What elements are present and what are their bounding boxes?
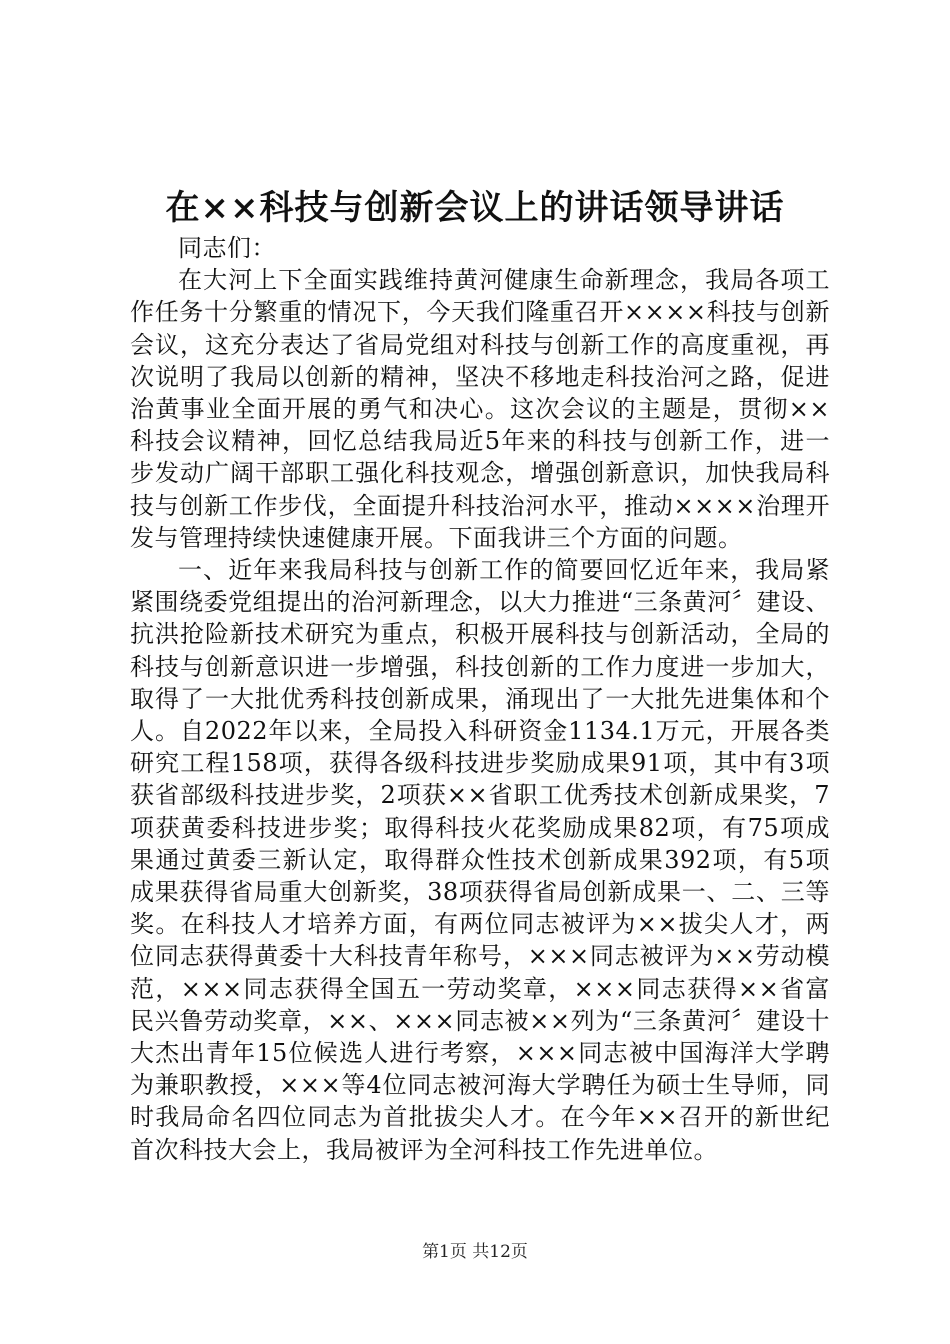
document-title: 在××科技与创新会议上的讲话领导讲话 [165,188,785,228]
document-body [130,232,830,1166]
paragraph-intro: 在大河上下全面实践维持黄河健康生命新理念，我局各项工作任务十分繁重的情况下，今天我们隆重召开××××科技与创新会议，这充分表达了省局党组对科技与创新工作的高度重视，再次说明了我局以创新的精神，坚决不移地走科技治河之路，促进治黄事业全面开展的勇气和决心。这次会议的主题是，贯彻××科技会议精神，回忆总结我局近5年来的科技与创新工作，进一步发动广阔干部职工强化科技观念，增强创新意识，加快我局科技与创新工作步伐，全面提升科技治河水平，推动××××治理开发与管理持续快速健康开展。下面我讲三个方面的问题。 [130,266,830,552]
page-number-footer: 第1页 共12页 [422,1242,528,1262]
paragraph-section-one: 一、近年来我局科技与创新工作的简要回忆近年来，我局紧紧围绕委党组提出的治河新理念，以大力推进“三条黄河〞建设、抗洪抢险新技术研究为重点，积极开展科技与创新活动，全局的科技与创新意识进一步增强，科技创新的工作力度进一步加大，取得了一大批优秀科技创新成果，涌现出了一大批先进集体和个人。自2022年以来，全局投入科研资金1134.1万元，开展各类研究工程158项，获得各级科技进步奖励成果91项，其中有3项获省部级科技进步奖，2项获××省职工优秀技术创新成果奖，7项获黄委科技进步奖；取得科技火花奖励成果82项，有75项成果通过黄委三新认定，取得群众性技术创新成果392项，有5项成果获得省局重大创新奖，38项获得省局创新成果一、二、三等奖。在科技人才培养方面，有两位同志被评为××拔尖人才，两位同志获得黄委十大科技青年称号，×××同志被评为××劳动模范，×××同志获得全国五一劳动奖章，×××同志获得××省富民兴鲁劳动奖章，××、×××同志被××列为“三条黄河〞建设十大杰出青年15位候选人进行考察，×××同志被中国海洋大学聘为兼职教授，×××等4位同志被河海大学聘任为硕士生导师，同时我局命名四位同志为首批拔尖人才。在今年××召开的新世纪首次科技大会上，我局被评为全河科技工作先进单位。 [130,556,830,1164]
salutation: 同志们： [178,234,276,262]
